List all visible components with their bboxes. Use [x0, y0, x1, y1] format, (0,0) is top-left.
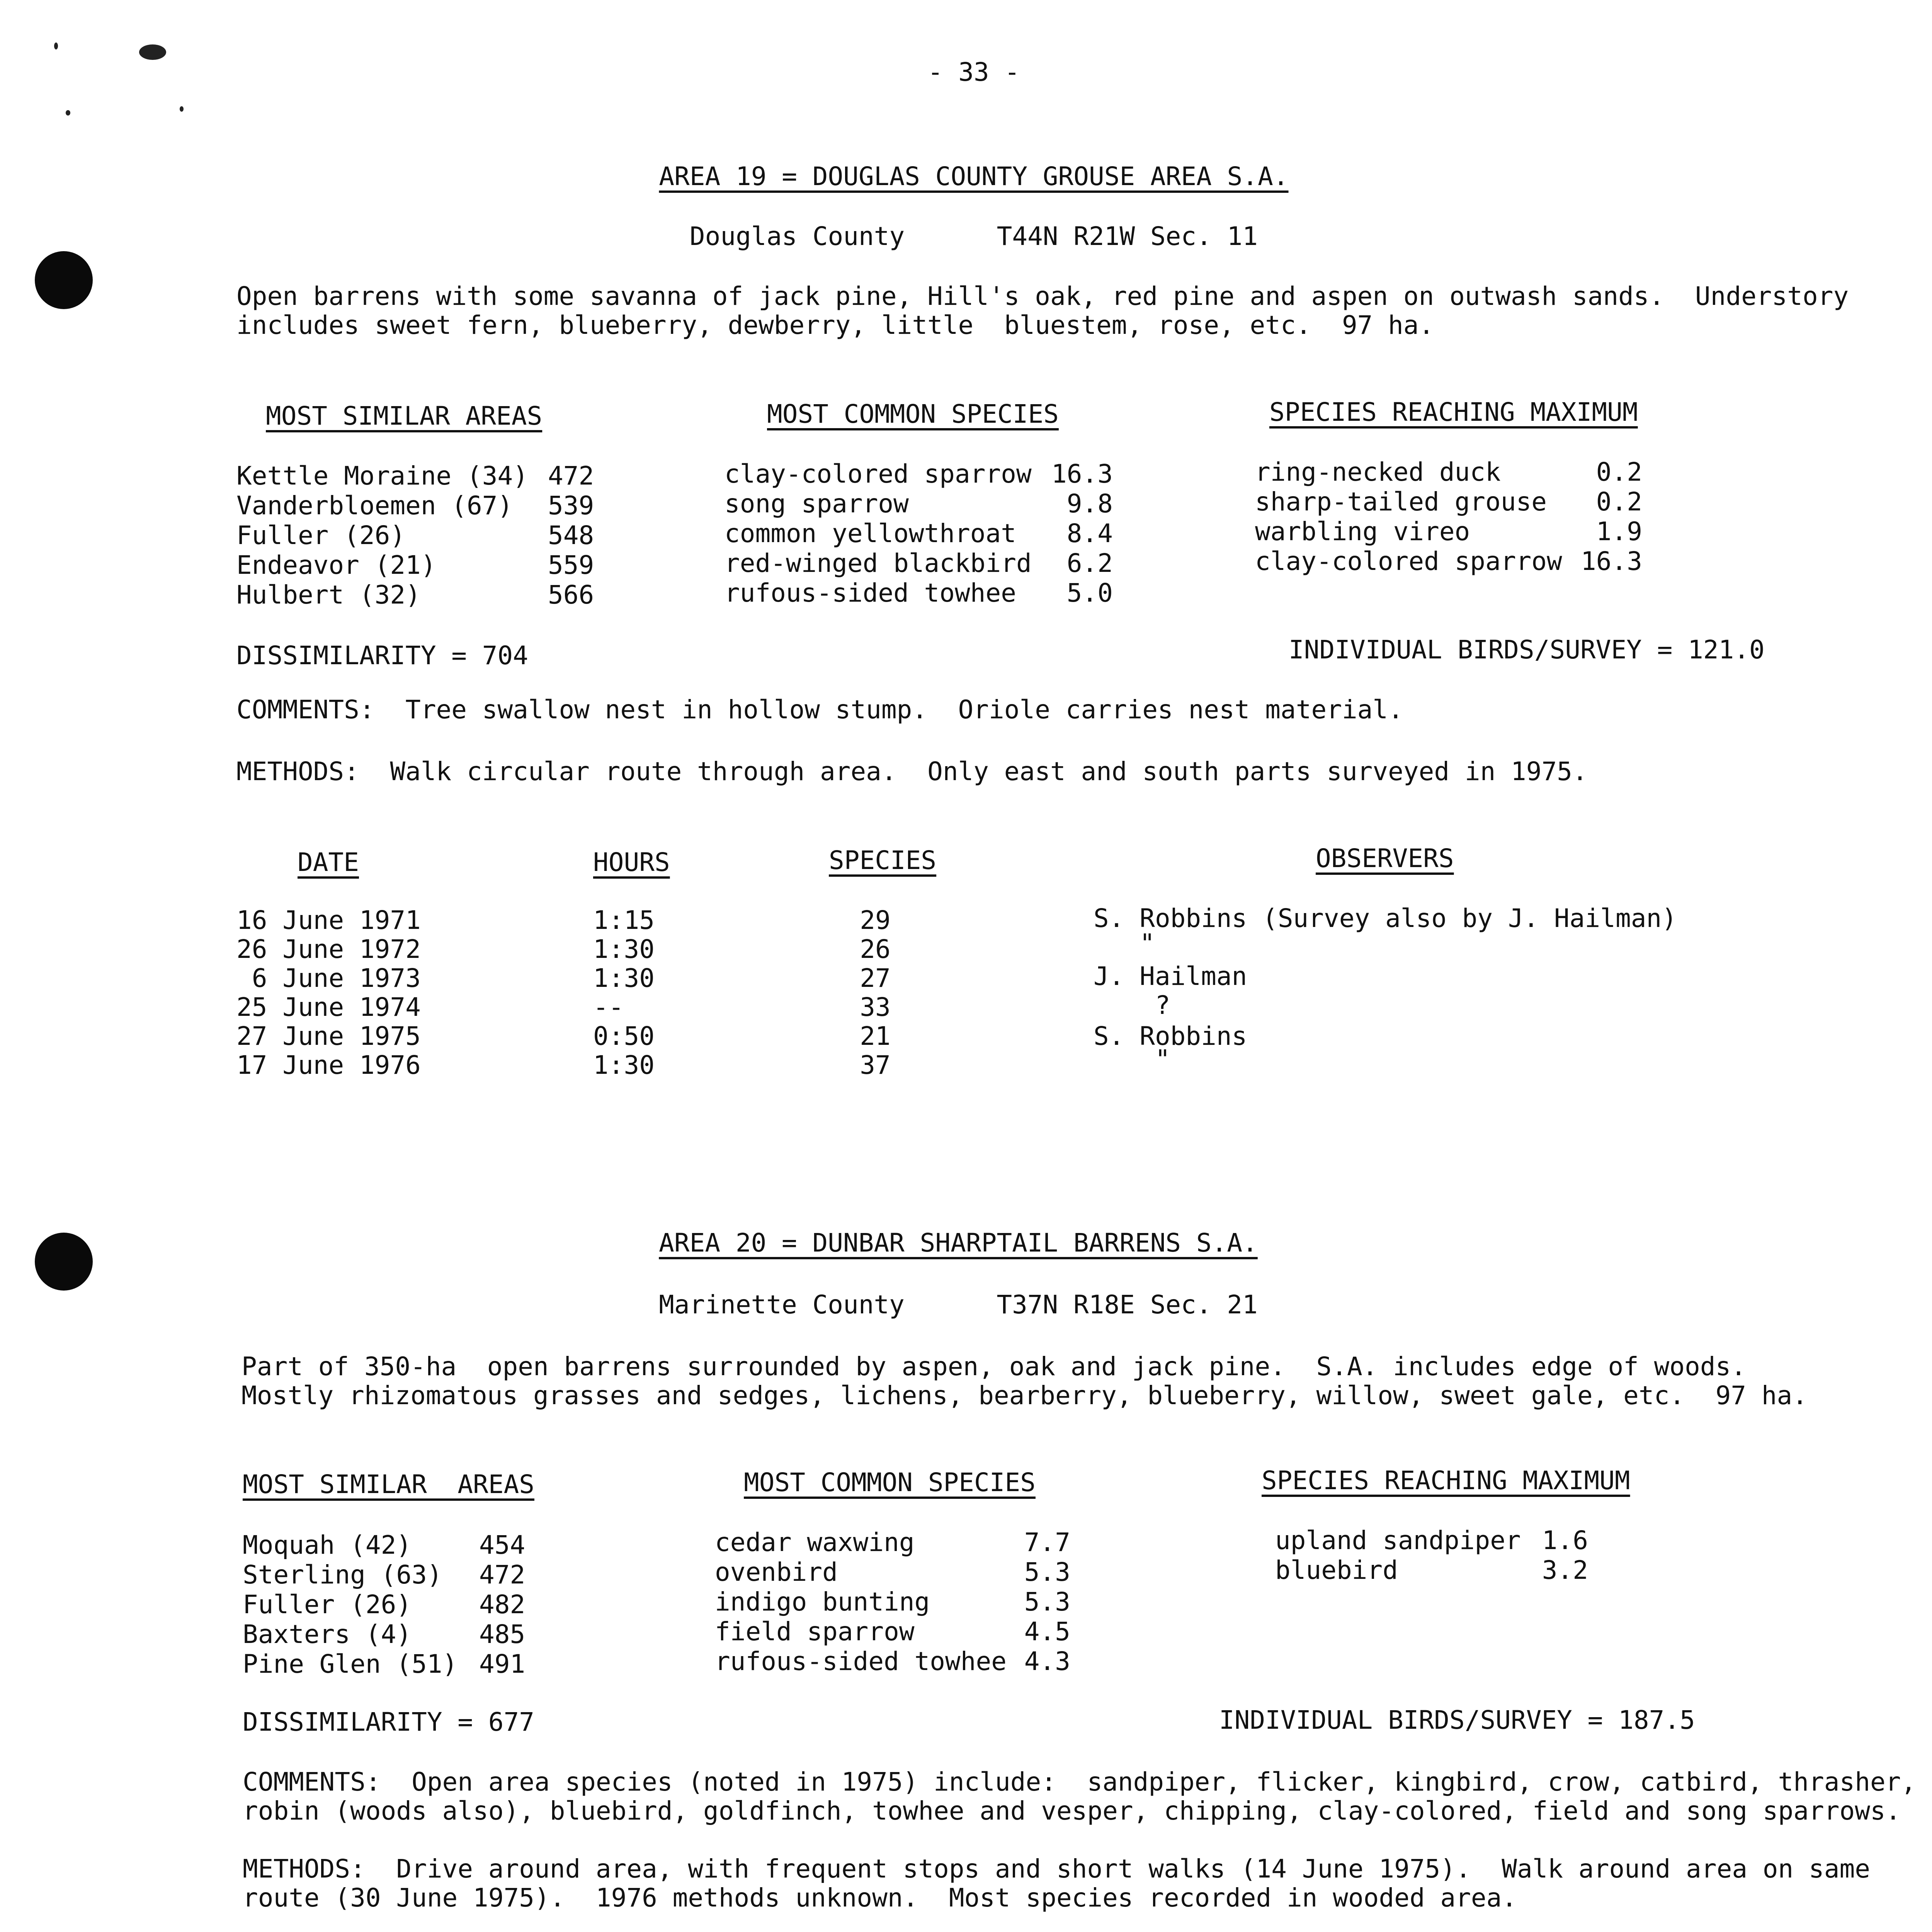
punch-hole	[35, 251, 93, 309]
survey-species: 37	[860, 1050, 891, 1080]
survey-date: 25 June 1974	[236, 992, 421, 1022]
survey-header-hours: HOURS	[593, 847, 670, 877]
common-species-name: rufous-sided towhee	[715, 1646, 1007, 1676]
common-species-name: field sparrow	[715, 1617, 915, 1646]
most-common-species-header: MOST COMMON SPECIES	[767, 399, 1059, 429]
description-line: Part of 350-ha open barrens surrounded by aspen, oak and jack pine. S.A. includes edge of woods.	[242, 1352, 1747, 1381]
max-species-name: sharp-tailed grouse	[1255, 487, 1547, 517]
methods: route (30 June 1975). 1976 methods unknown. Most species recorded in wooded area.	[243, 1883, 1517, 1913]
description-line: Open barrens with some savanna of jack pine, Hill's oak, red pine and aspen on outwash sands. Understory	[236, 281, 1849, 311]
similar-area-value: 548	[548, 520, 594, 550]
scan-speck	[54, 43, 58, 49]
similar-area-value: 539	[548, 491, 594, 520]
similar-area-name: Pine Glen (51)	[243, 1649, 458, 1679]
common-species-value: 6.2	[1066, 548, 1113, 578]
similar-area-value: 472	[479, 1560, 526, 1590]
common-species-name: red-winged blackbird	[724, 548, 1032, 578]
description-line: Mostly rhizomatous grasses and sedges, lichens, bearberry, blueberry, willow, sweet gale, etc. 97 ha.	[242, 1381, 1808, 1410]
survey-species: 21	[860, 1021, 891, 1051]
scan-speck	[66, 110, 70, 116]
area-title: AREA 19 = DOUGLAS COUNTY GROUSE AREA S.A.	[659, 162, 1289, 191]
survey-hours: 0:50	[593, 1021, 655, 1051]
max-species-value: 16.3	[1581, 546, 1642, 576]
survey-observers: ?	[1094, 990, 1170, 1020]
species-max-header: SPECIES REACHING MAXIMUM	[1269, 397, 1638, 427]
max-species-value: 1.6	[1542, 1526, 1588, 1555]
survey-observers: S. Robbins	[1094, 1021, 1247, 1051]
common-species-value: 8.4	[1066, 519, 1113, 548]
survey-date: 27 June 1975	[236, 1021, 421, 1051]
dissimilarity: DISSIMILARITY = 704	[236, 641, 528, 670]
common-species-value: 9.8	[1066, 489, 1113, 519]
survey-date: 6 June 1973	[236, 963, 421, 993]
survey-hours: 1:15	[593, 905, 655, 935]
scan-speck	[180, 106, 184, 112]
common-species-name: clay-colored sparrow	[724, 459, 1032, 489]
similar-area-name: Sterling (63)	[243, 1560, 442, 1590]
species-max-header: SPECIES REACHING MAXIMUM	[1262, 1466, 1630, 1495]
most-similar-areas-header: MOST SIMILAR AREAS	[266, 401, 543, 431]
survey-hours: 1:30	[593, 963, 655, 993]
survey-header-species: SPECIES	[829, 845, 937, 875]
common-species-value: 4.3	[1024, 1646, 1070, 1676]
survey-observers: "	[1094, 929, 1155, 958]
survey-species: 26	[860, 934, 891, 964]
max-species-name: upland sandpiper	[1275, 1526, 1521, 1555]
similar-area-value: 559	[548, 550, 594, 580]
survey-hours: 1:30	[593, 934, 655, 964]
description-line: includes sweet fern, blueberry, dewberry, little bluestem, rose, etc. 97 ha.	[236, 310, 1434, 340]
similar-area-value: 485	[479, 1619, 526, 1649]
survey-observers: "	[1094, 1044, 1170, 1074]
common-species-value: 4.5	[1024, 1617, 1070, 1646]
max-species-name: clay-colored sparrow	[1255, 546, 1562, 576]
individual-birds-per-survey: INDIVIDUAL BIRDS/SURVEY = 187.5	[1219, 1705, 1695, 1735]
max-species-value: 1.9	[1596, 517, 1642, 546]
survey-observers: S. Robbins (Survey also by J. Hailman)	[1094, 903, 1677, 933]
similar-area-value: 454	[479, 1530, 526, 1560]
similar-area-name: Kettle Moraine (34)	[236, 461, 528, 491]
common-species-value: 5.3	[1024, 1557, 1070, 1587]
survey-date: 16 June 1971	[236, 905, 421, 935]
survey-observers: J. Hailman	[1094, 961, 1247, 991]
max-species-value: 0.2	[1596, 487, 1642, 517]
similar-area-value: 566	[548, 580, 594, 610]
survey-species: 29	[860, 905, 891, 935]
common-species-name: rufous-sided towhee	[724, 578, 1016, 608]
individual-birds-per-survey: INDIVIDUAL BIRDS/SURVEY = 121.0	[1289, 635, 1765, 665]
similar-area-name: Baxters (4)	[243, 1619, 412, 1649]
area-location: Marinette County T37N R18E Sec. 21	[659, 1290, 1258, 1320]
common-species-value: 16.3	[1051, 459, 1113, 489]
common-species-value: 7.7	[1024, 1527, 1070, 1557]
similar-area-value: 491	[479, 1649, 526, 1679]
survey-header-observers: OBSERVERS	[1316, 844, 1454, 873]
common-species-name: song sparrow	[724, 489, 909, 519]
similar-area-name: Fuller (26)	[243, 1590, 412, 1619]
survey-header-date: DATE	[298, 847, 359, 877]
survey-date: 17 June 1976	[236, 1050, 421, 1080]
similar-area-name: Vanderbloemen (67)	[236, 491, 513, 520]
survey-species: 33	[860, 992, 891, 1022]
dissimilarity: DISSIMILARITY = 677	[243, 1707, 534, 1737]
max-species-value: 3.2	[1542, 1555, 1588, 1585]
common-species-name: common yellowthroat	[724, 519, 1016, 548]
similar-area-name: Fuller (26)	[236, 520, 406, 550]
similar-area-name: Endeavor (21)	[236, 550, 436, 580]
scan-speck	[139, 44, 166, 60]
max-species-name: warbling vireo	[1255, 517, 1470, 546]
common-species-value: 5.0	[1066, 578, 1113, 608]
common-species-value: 5.3	[1024, 1587, 1070, 1617]
area-location: Douglas County T44N R21W Sec. 11	[689, 221, 1258, 251]
common-species-name: cedar waxwing	[715, 1527, 915, 1557]
comments: COMMENTS: Tree swallow nest in hollow stump. Oriole carries nest material.	[236, 695, 1403, 724]
area-title: AREA 20 = DUNBAR SHARPTAIL BARRENS S.A.	[659, 1228, 1258, 1258]
comments: COMMENTS: Open area species (noted in 1975) include: sandpiper, flicker, kingbird, crow, catbird, thrasher,	[243, 1767, 1917, 1797]
common-species-name: indigo bunting	[715, 1587, 930, 1617]
survey-hours: --	[593, 992, 624, 1022]
survey-species: 27	[860, 963, 891, 993]
max-species-name: bluebird	[1275, 1555, 1398, 1585]
most-similar-areas-header: MOST SIMILAR AREAS	[243, 1469, 534, 1499]
methods: METHODS: Walk circular route through area. Only east and south parts surveyed in 1975.	[236, 757, 1588, 786]
survey-date: 26 June 1972	[236, 934, 421, 964]
similar-area-name: Hulbert (32)	[236, 580, 421, 610]
punch-hole	[35, 1233, 93, 1291]
most-common-species-header: MOST COMMON SPECIES	[744, 1468, 1036, 1497]
common-species-name: ovenbird	[715, 1557, 838, 1587]
similar-area-value: 472	[548, 461, 594, 491]
similar-area-value: 482	[479, 1590, 526, 1619]
methods: METHODS: Drive around area, with frequent stops and short walks (14 June 1975). Walk around area on same	[243, 1854, 1870, 1884]
max-species-value: 0.2	[1596, 457, 1642, 487]
similar-area-name: Moquah (42)	[243, 1530, 412, 1560]
max-species-name: ring-necked duck	[1255, 457, 1501, 487]
survey-hours: 1:30	[593, 1050, 655, 1080]
page-number: - 33 -	[927, 57, 1020, 87]
comments: robin (woods also), bluebird, goldfinch, towhee and vesper, chipping, clay-colored, field and song sparrows.	[243, 1796, 1901, 1826]
